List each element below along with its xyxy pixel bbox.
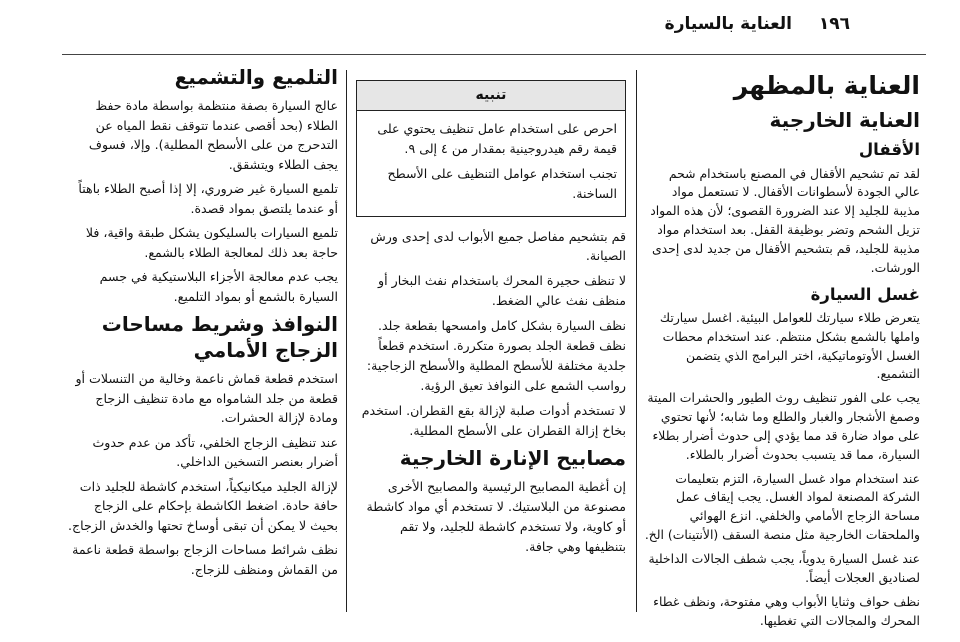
caution-body	[357, 111, 625, 216]
right-column	[640, 60, 926, 628]
glass-heading: النوافذ وشريط مساحات الزجاج الأمامي	[101, 312, 338, 363]
left-column	[62, 60, 342, 614]
chapter-title: العناية بالسيارة	[664, 14, 792, 34]
body-paragraph: نظف السيارة بشكل كامل وامسحها بقطعة جلد. نظف قطعة الجلد بصورة متكررة. استخدم قطعاً جلدية مختلفة للأسطح المطلية والأسطح الزجاجية: رواسب الشمع على النوافذ تعيق الرؤية.	[366, 318, 626, 393]
page-header	[0, 14, 960, 38]
wash-heading: غسل السيارة	[810, 284, 920, 304]
wash-paragraph: يتعرض طلاء سيارتك للعوامل البيئية. اغسل سيارتك واملها بالشمع بشكل منتظم. عند استخدام محطات الغسل الأوتوماتيكية، اختر البرامج الذي يتضمن التشميع.	[659, 309, 920, 382]
polish-paragraph: تلميع السيارة غير ضروري، إلا إذا أصبح الطلاء باهتاً أو عندما يلتصق بمواد قصدة.	[78, 181, 338, 216]
glass-paragraph: لإزالة الجليد ميكانيكياً، استخدم كاشطة للجليد ذات حافة حادة. اضغط الكاشطة بإحكام على الزجاج بحيث لا يمكن أن تبقى أوساخ تحتها والخدش الزجاج.	[67, 478, 338, 533]
wash-paragraph: عند استخدام مواد غسل السيارة، التزم بتعليمات الشركة المصنعة لمواد الغسل. يجب إيقاف عمل مساحة الزجاج الأمامي والخلفي. انزع الهوائي والملحقات الخارجية مثل منصة السقف (الأنتينات) الخ.	[644, 470, 920, 543]
subsection-title: العناية الخارجية	[769, 108, 920, 133]
exterior-lights-paragraph: إن أغطية المصابيح الرئيسية والمصابيح الأخرى مصنوعة من البلاستيك. لا تستخدم أي مواد كاشطة أو كاوية، ولا تستخدم كاشطة للجليد، ولا تقم بتنظيفها وهي جافة.	[366, 479, 626, 555]
glass-paragraph: عند تنظيف الزجاج الخلفي، تأكد من عدم حدوث أضرار بعنصر التسخين الداخلي.	[92, 434, 338, 470]
header-rule	[62, 54, 926, 55]
body-paragraph: لا تنظف حجيرة المحرك باستخدام نفث البخار أو منظف نفث عالي الضغط.	[378, 273, 626, 309]
exterior-lights-heading: مصابيح الإنارة الخارجية	[399, 446, 626, 471]
glass-paragraph: استخدم قطعة قماش ناعمة وخالية من التنسلات أو قطعة من جلد الشامواه مع مادة تنظيف الزجاج ومادة لإزالة الحشرات.	[75, 371, 338, 426]
section-title: العناية بالمظهر	[733, 71, 920, 100]
caution-box	[356, 80, 626, 217]
caution-paragraph: تجنب استخدام عوامل التنظيف على الأسطح الساخنة.	[387, 166, 617, 202]
wash-paragraph: يجب على الفور تنظيف روث الطيور والحشرات الميتة وصمغ الأشجار والغبار والطلع وما شابه؛ لأنها تحتوي على مواد ضارة قد مما يؤدي إلى حدوث أضرار بطلاء السيارة، مما قد يتسبب بحدوث أضرار بالطلاء.	[647, 390, 920, 462]
caution-paragraph: احرص على استخدام عامل تنظيف يحتوي على قيمة رقم هيدروجينية بمقدار من ٤ إلى ٩.	[377, 121, 617, 157]
polish-paragraph: تلميع السيارات بالسليكون يشكل طبقة واقية، فلا حاجة بعد ذلك لمعالجة الطلاء بالشمع.	[85, 225, 338, 260]
middle-column	[350, 60, 632, 614]
body-paragraph: لا تستخدم أدوات صلبة لإزالة بقع القطران. استخدم بخاخ إزالة القطران على الأسطح المطلية.	[361, 402, 626, 438]
locks-paragraph: لقد تم تشحيم الأقفال في المصنع باستخدام شحم عالي الجودة لأسطوانات الأقفال. لا تستعمل مواد مذيبة للجليد إلا عند الضرورة القصوى؛ لأن هذه المواد تزيل الشحم وتضر بوظيفة القفل. بعد استخدام مواد مذيبة للجليد، قم بتشحيم الأقفال من جديد لدى إحدى الورشات.	[650, 165, 920, 275]
polish-paragraph: عالج السيارة بصفة منتظمة بواسطة مادة حفظ الطلاء (بحد أقصى عندما تتوقف نقط المياه عن التدحرج من على الأسطح المطلية). وإلا، فسوف يجف الطلاء ويتشقق.	[88, 98, 338, 172]
polish-heading: التلميع والتشميع	[174, 65, 338, 89]
column-divider	[636, 70, 637, 612]
glass-paragraph: نظف شرائط مساحات الزجاج بواسطة قطعة ناعمة من القماش ومنظف للزجاج.	[72, 542, 338, 577]
caution-title: تنبيه	[357, 81, 625, 111]
wash-paragraph: عند غسل السيارة يدوياً، يجب شطف الجالات الداخلية لصناديق العجلات أيضاً.	[648, 550, 920, 585]
column-divider	[346, 70, 347, 612]
locks-heading: الأقفال	[858, 140, 920, 160]
polish-paragraph: يجب عدم معالجة الأجزاء البلاستيكية في جسم السيارة بالشمع أو بمواد التلميع.	[99, 269, 338, 304]
body-paragraph: قم بتشحيم مفاصل جميع الأبواب لدى إحدى ورش الصيانة.	[370, 228, 626, 264]
page-number: ١٩٦	[818, 14, 850, 34]
wash-paragraph: نظف حواف وثنايا الأبواب وهي مفتوحة، ونظف غطاء المحرك والمجالات التي تغطيها.	[653, 593, 920, 628]
